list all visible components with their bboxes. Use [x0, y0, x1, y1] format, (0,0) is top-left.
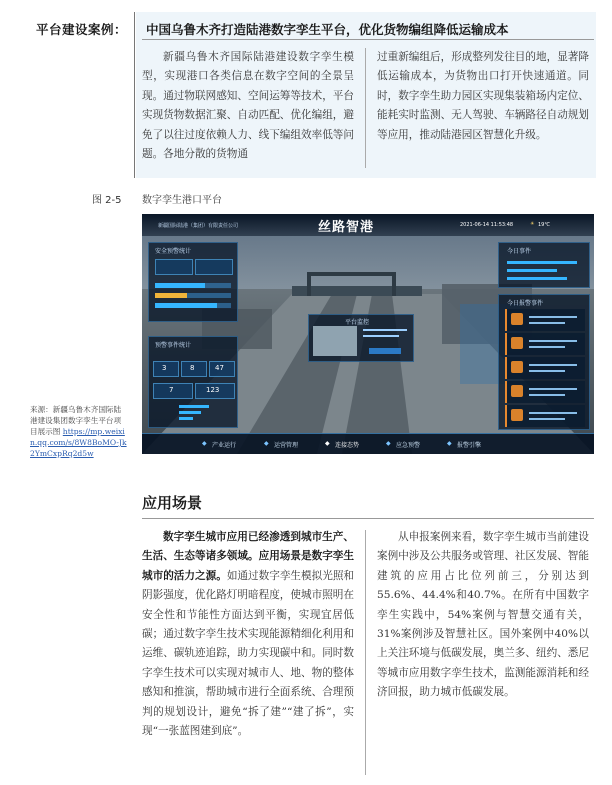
stat-value: 8	[190, 364, 195, 372]
popup-button	[369, 348, 401, 354]
stat-box	[195, 383, 235, 399]
safety-warning-panel	[148, 242, 238, 322]
mini-bar	[179, 405, 209, 408]
alarm-line	[529, 412, 577, 414]
alarm-line	[529, 364, 577, 366]
tab-industry[interactable]: 产业运行	[212, 442, 237, 449]
alarm-line	[529, 394, 565, 396]
dashboard-org: 新疆国际陆港（集团）有限责任公司	[158, 223, 239, 229]
safety-warning-title: 安全预警统计	[155, 248, 192, 255]
mini-bar	[179, 417, 193, 420]
bar-fill	[155, 303, 217, 308]
popup-line	[363, 329, 407, 331]
stat-box	[153, 383, 193, 399]
bar-fill	[155, 293, 187, 298]
stat-box	[155, 259, 193, 275]
tab-icon: ◆	[325, 440, 330, 447]
section-col1	[142, 528, 354, 741]
dashboard-datetime: 2021-06-14 11:53:48	[460, 222, 514, 228]
monitor-video	[313, 326, 357, 356]
tab-operation[interactable]: 运营管理	[274, 442, 299, 449]
dashboard-weather: 19℃	[538, 222, 550, 228]
section-col2: 从申报案例来看，数字孪生城市当前建设案例中涉及公共服务或管理、社区发展、智能建筑的应用占比位列前三，分别达到55.6%、44.4%和40.7%。在所有中国数字孪生实践中，54%案例与智慧交通有关，31%案例涉及智慧社区。国外案例中40%以上关注环境与低碳发展，奥兰多、纽约、悉尼等城市应用数字孪生技术，监测能源消耗和经济回报，助力城市低碳发展。	[377, 531, 589, 699]
monitor-popup-title: 平台监控	[345, 319, 370, 326]
monitor-popup[interactable]	[308, 314, 414, 362]
source-text: 来源：新疆乌鲁木齐国际陆港建设集团数字孪生平台项目展示图	[30, 405, 122, 436]
alarm-line	[529, 322, 565, 324]
tab-icon: ◆	[264, 440, 269, 447]
warning-icon	[511, 409, 523, 421]
stat-box	[195, 259, 233, 275]
mini-bar	[179, 411, 201, 414]
stat-value: 123	[206, 386, 220, 394]
stat-value: 47	[215, 364, 224, 372]
figure-label: 图 2-5	[92, 195, 122, 206]
alarm-line	[529, 346, 565, 348]
stat-value: 3	[162, 364, 167, 372]
figure-title: 数字孪生港口平台	[142, 195, 222, 206]
section-col-divider	[365, 530, 366, 775]
event-stat-panel	[148, 336, 238, 428]
section-title: 应用场景	[142, 494, 203, 512]
case-divider	[134, 12, 135, 178]
event-stat-title: 预警事件统计	[155, 342, 192, 349]
stat-box	[209, 361, 235, 377]
digital-twin-dashboard	[142, 214, 594, 454]
stat-value: 7	[169, 386, 174, 394]
today-events-title: 今日事件	[507, 248, 532, 255]
stat-box	[181, 361, 207, 377]
tab-icon: ◆	[386, 440, 391, 447]
case-label: 平台建设案例：	[36, 22, 128, 37]
today-events-panel	[498, 242, 590, 288]
tab-alarm-engine[interactable]: 报警引擎	[457, 442, 482, 449]
alarm-line	[529, 388, 577, 390]
events-bar	[507, 261, 577, 264]
tab-icon: ◆	[202, 440, 207, 447]
warning-icon	[511, 337, 523, 349]
alarm-events-panel	[498, 294, 590, 430]
alarm-item[interactable]	[505, 309, 585, 331]
warning-icon	[511, 361, 523, 373]
bar-fill	[155, 283, 205, 288]
case-title: 中国乌鲁木齐打造陆港数字孪生平台，优化货物编组降低运输成本	[146, 22, 509, 37]
section-rule	[142, 518, 594, 519]
case-col2: 过重新编组后，形成整列发往目的地，显著降低运输成本，为货物出口打开快速通道。同时，数字孪生助力园区实现集装箱场内定位、能耗实时监测、无人驾驶、车辆路径自动规划等应用，推动陆港园区智慧化升级。	[377, 51, 589, 141]
alarm-item[interactable]	[505, 357, 585, 379]
source-link[interactable]: https://mp.weixin.qq.com/s/8W8BoMO-Jk2YmCxpRq2d5w	[30, 427, 127, 458]
events-bar	[507, 269, 557, 272]
tab-emergency[interactable]: 应急预警	[396, 442, 421, 449]
alarm-line	[529, 418, 565, 420]
alarm-events-title: 今日报警事件	[507, 300, 544, 307]
alarm-item[interactable]	[505, 405, 585, 427]
section-col1-rest: 如通过数字孪生模拟光照和阴影强度，优化路灯明暗程度，使城市照明在安全性和节能性方面达到平衡，实现宜居低碳；通过数字孪生技术实现能源精细化利用和运维、碳轨迹追踪，助力实现碳中和。同时数字孪生技术可以实现对城市人、地、物的整体感知和推演，帮助城市进行全面系统、合理预判的规划设计，避免“拆了建”“建了拆”，实现“一张蓝图建到底”。	[142, 569, 355, 738]
dashboard-tab-bar	[142, 433, 594, 454]
case-title-rule	[142, 39, 594, 40]
case-col-divider	[365, 48, 366, 168]
tab-connection[interactable]: 连接态势	[335, 442, 360, 449]
alarm-item[interactable]	[505, 381, 585, 403]
popup-line	[363, 335, 399, 337]
section-col1-bold: 数字孪生城市应用已经渗透到城市生产、生活、生态等诸多领域。应用场景是数字孪生城市的活力之源。	[142, 531, 354, 582]
dashboard-brand: 丝路智港	[318, 220, 375, 235]
events-bar	[507, 277, 567, 280]
stat-box	[153, 361, 179, 377]
alarm-line	[529, 370, 565, 372]
weather-icon: ☀	[530, 221, 535, 227]
alarm-line	[529, 340, 577, 342]
warning-icon	[511, 385, 523, 397]
case-col1: 新疆乌鲁木齐国际陆港建设数字孪生模型，实现港口各类信息在数字空间的全景呈现。通过物联网感知、空间运筹等技术，平台实现货物数据汇聚、自动匹配、优化编组，避免了以往过度依赖人力、线下编组效率低等问题。各地分散的货物通	[142, 51, 354, 161]
alarm-item[interactable]	[505, 333, 585, 355]
tab-icon: ◆	[447, 440, 452, 447]
warning-icon	[511, 313, 523, 325]
alarm-line	[529, 316, 577, 318]
figure-source	[30, 404, 128, 459]
